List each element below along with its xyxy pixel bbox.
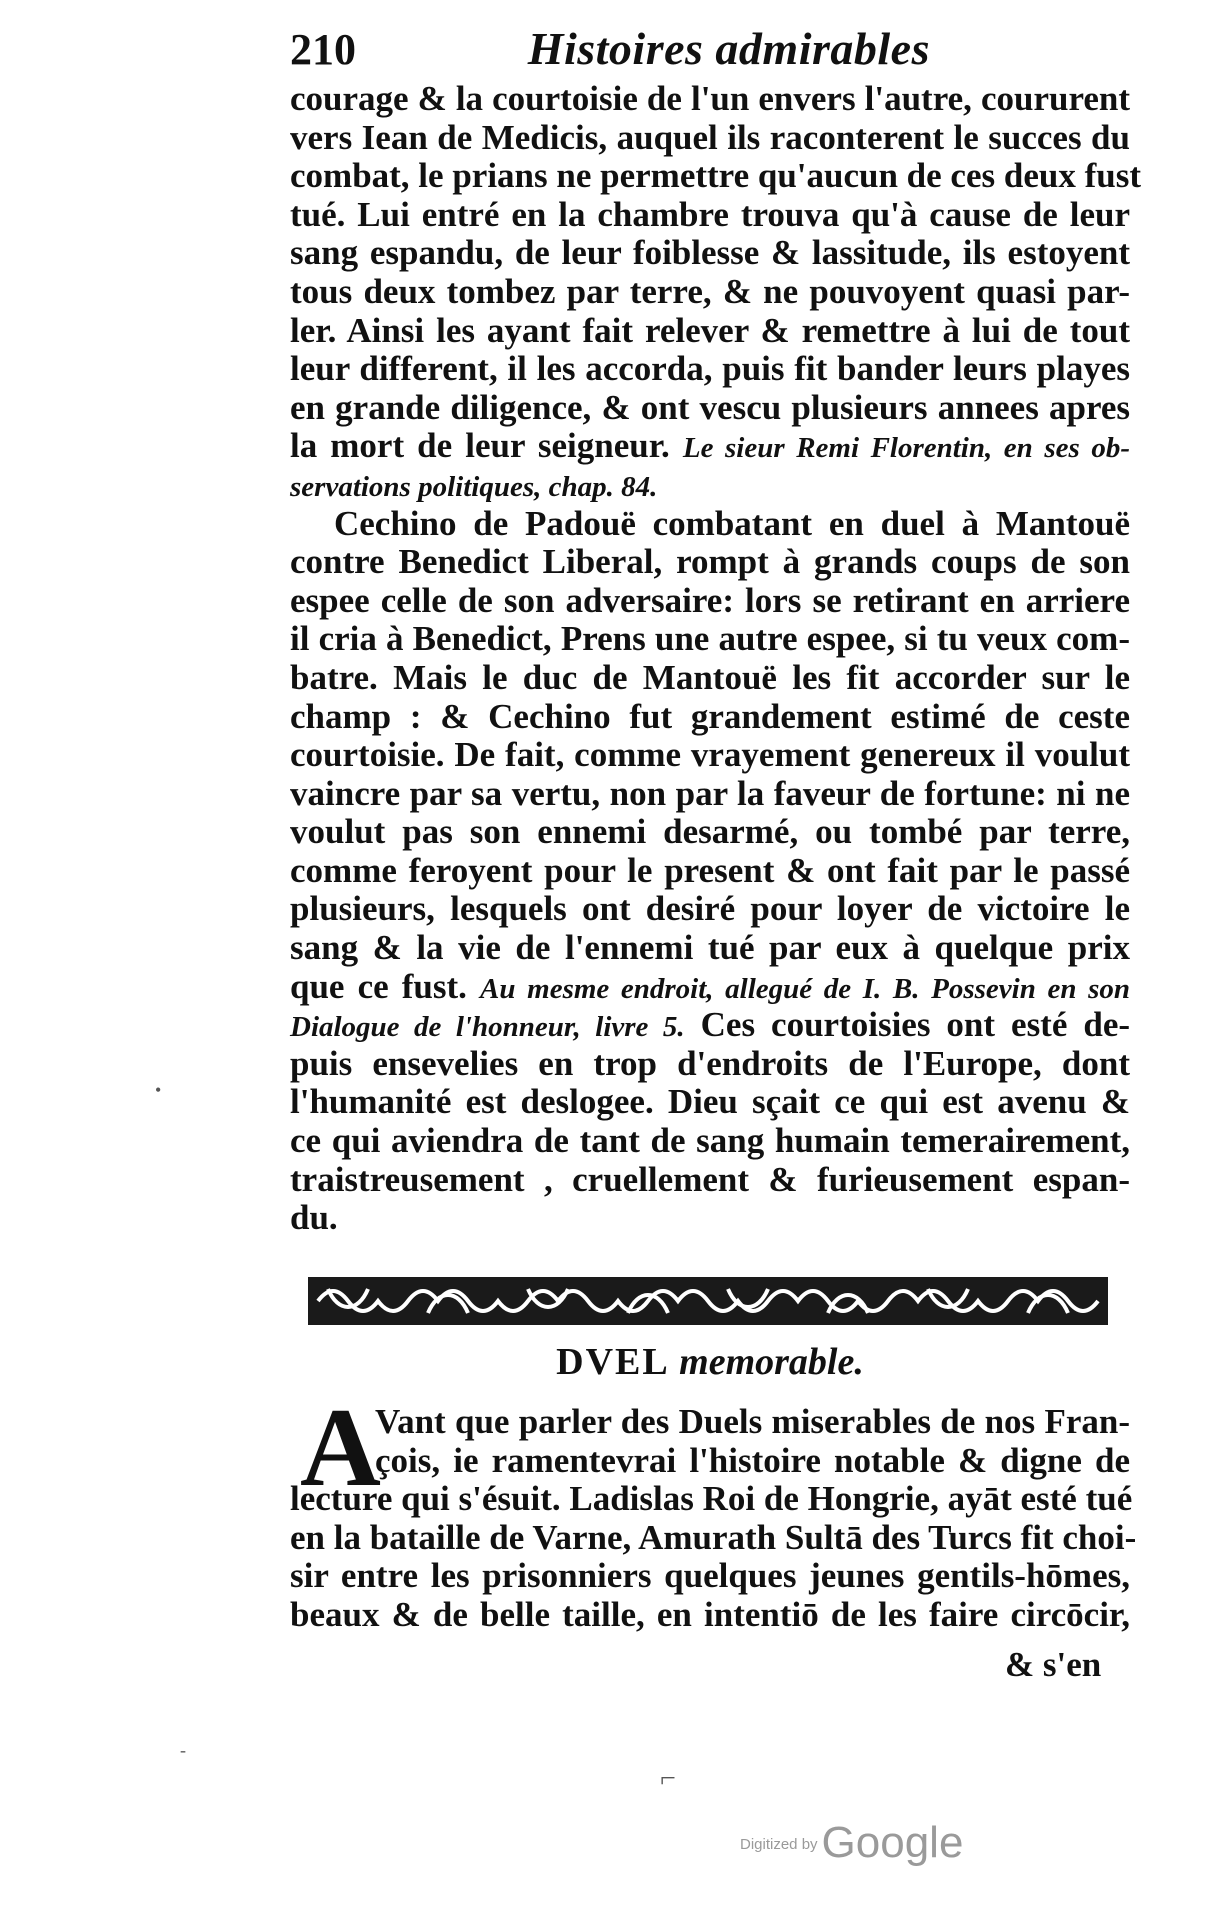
text-line: en grande diligence, & ont vescu plusieurs annees apres [290,387,1130,427]
text-line: vaincre par sa vertu, non par la faveur de fortune: ni ne [290,773,1130,813]
text-line: tué. Lui entré en la chambre trouva qu'à cause de leur [290,194,1130,234]
text-line: vers Iean de Medicis, auquel ils raconterent le succes du [290,117,1130,157]
text-line: espee celle de son adversaire: lors se retirant en arriere [290,580,1130,620]
text-line: traistreusement , cruellement & furieusement espan- [290,1159,1130,1199]
text-line: du. [290,1198,338,1238]
text-line: Cechino de Padouë combatant en duel à Mantouë [334,503,1130,543]
text-line: leur different, il les accorda, puis fit bander leurs playes [290,349,1130,389]
catchword: & s'en [1005,1645,1102,1684]
text-line: voulut pas son ennemi desarmé, ou tombé par terre, [290,812,1130,852]
section-text-block [290,1402,1137,1635]
text-line: ler. Ainsi les ayant fait relever & remettre à lui de tout [290,310,1130,350]
text-line: courtoisie. De fait, comme vrayement genereux il voulut [290,735,1130,775]
section-title [290,1340,1130,1384]
ornament-band [308,1273,1108,1329]
text-line: il cria à Benedict, Prens une autre espee, si tu veux com- [290,619,1130,659]
watermark-digitized: Digitized by [740,1836,818,1853]
text-line: tous deux tombez par terre, & ne pouvoyent quasi par- [290,271,1130,311]
text-line: en la bataille de Varne, Amurath Sultā des Turcs fit choi- [290,1517,1137,1557]
text-segment: que ce fust. [290,966,467,1006]
text-line: Vant que parler des Duels miserables de nos Fran- [375,1402,1130,1441]
text-line: comme feroyent pour le present & ont fait par le passé [290,850,1130,890]
text-line-with-citation [290,1006,1130,1045]
section-title-italic: memorable. [679,1341,864,1383]
text-line-with-citation [290,427,1130,466]
text-line: batre. Mais le duc de Mantouë les fit accorder sur le [290,657,1130,697]
speck-mark: • [155,1080,162,1100]
text-line: puis ensevelies en trop d'endroits de l'Europe, dont [290,1043,1130,1083]
text-line: contre Benedict Liberal, rompt à grands coups de son [290,542,1130,582]
text-segment: la mort de leur seigneur. [290,426,670,466]
text-line: çois, ie ramentevrai l'histoire notable & digne de [375,1440,1130,1480]
text-line: combat, le prians ne permettre qu'aucun de ces deux fust [290,156,1141,196]
speck-mark: ⌐ [660,1763,676,1794]
main-text-block [290,79,1141,1238]
citation-line [290,466,1130,505]
text-line: l'humanité est deslogee. Dieu sçait ce qui est avenu & [290,1082,1130,1122]
citation: Dialogue de l'honneur, livre 5. [290,1011,685,1044]
citation: Le sieur Remi Florentin, en ses ob- [682,432,1130,465]
text-line: courage & la courtoisie de l'un envers l'autre, coururent [290,79,1130,118]
text-line: beaux & de belle taille, en intentiō de les faire circōcir, [290,1594,1130,1634]
text-line: lecture qui s'ésuit. Ladislas Roi de Hongrie, ayāt esté tué [290,1479,1133,1519]
citation: servations politiques, chap. 84. [290,470,658,503]
watermark-google: Google [821,1818,964,1867]
running-title: Histoires admirables [527,23,930,74]
text-line: plusieurs, lesquels ont desiré pour loyer de victoire le [290,889,1130,929]
drop-cap: A [300,1386,381,1510]
text-line: sang espandu, de leur foiblesse & lassitude, ils estoyent [290,233,1130,273]
text-line: champ : & Cechino fut grandement estimé de ceste [290,696,1130,736]
page-number: 210 [290,25,356,74]
google-watermark [740,1818,963,1868]
citation: Au mesme endroit, allegué de I. B. Possevin en son [480,972,1130,1005]
ornament-graphic [308,1273,1108,1329]
section-title-caps: DVEL [556,1341,668,1383]
text-line: sang & la vie de l'ennemi tué par eux à quelque prix [290,928,1130,968]
text-line: sir entre les prisonniers quelques jeunes gentils-hōmes, [290,1556,1130,1596]
page-header [290,22,930,82]
text-segment: Ces courtoisies ont esté de- [700,1005,1131,1045]
text-line: ce qui aviendra de tant de sang humain temerairement, [290,1121,1130,1161]
text-line-with-citation [290,968,1130,1007]
speck-mark: - [180,1740,186,1760]
